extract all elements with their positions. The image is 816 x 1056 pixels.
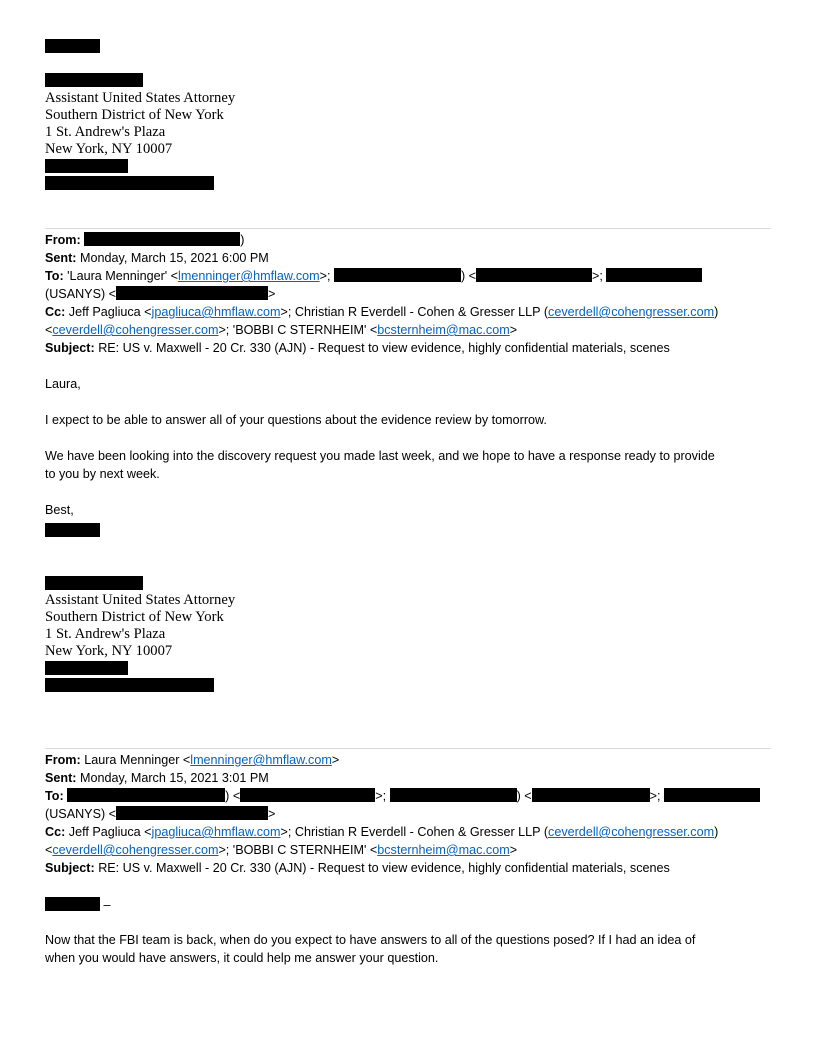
redacted-recipient bbox=[67, 788, 225, 802]
sig-title: Assistant United States Attorney bbox=[45, 592, 236, 608]
greeting: Laura, bbox=[45, 377, 81, 391]
cc-line-2: <ceverdell@cohengresser.com>; 'BOBBI C STERNHEIM' <bcsternheim@mac.com> bbox=[45, 843, 518, 857]
redacted-recipient-email bbox=[532, 788, 650, 802]
subject-line: Subject: RE: US v. Maxwell - 20 Cr. 330 (AJN) - Request to view evidence, highly confidential materials, scenes bbox=[45, 861, 670, 875]
email-link[interactable]: ceverdell@cohengresser.com bbox=[548, 305, 715, 319]
divider bbox=[45, 748, 771, 749]
redacted-recipient bbox=[390, 788, 517, 802]
email-link[interactable]: bcsternheim@mac.com bbox=[377, 843, 510, 857]
sig-city: New York, NY 10007 bbox=[45, 643, 173, 659]
divider bbox=[45, 228, 771, 229]
email-link[interactable]: jpagliuca@hmflaw.com bbox=[151, 825, 281, 839]
redacted-recipient-email bbox=[240, 788, 375, 802]
redacted-addressee bbox=[45, 897, 100, 911]
sig-title: Assistant United States Attorney bbox=[45, 90, 236, 106]
redacted-phone bbox=[45, 660, 128, 678]
redacted-recipient bbox=[664, 788, 760, 802]
body-paragraph: I expect to be able to answer all of your questions about the evidence review by tomorrow. bbox=[45, 413, 547, 427]
email-header-1 bbox=[45, 231, 771, 357]
email-link[interactable]: jpagliuca@hmflaw.com bbox=[151, 305, 281, 319]
subject-line: Subject: RE: US v. Maxwell - 20 Cr. 330 (AJN) - Request to view evidence, highly confidential materials, scenes bbox=[45, 341, 670, 355]
greeting: – bbox=[45, 896, 111, 914]
email-link[interactable]: ceverdell@cohengresser.com bbox=[52, 323, 219, 337]
redacted-recipient-email bbox=[116, 286, 268, 300]
redacted-recipient-email bbox=[476, 268, 592, 282]
to-line-2: (USANYS) < > bbox=[45, 807, 276, 821]
signature-1 bbox=[45, 90, 235, 158]
redacted-name bbox=[45, 575, 143, 593]
sig-office: Southern District of New York bbox=[45, 107, 224, 123]
redacted-name-short bbox=[45, 522, 100, 540]
sig-office: Southern District of New York bbox=[45, 609, 224, 625]
redacted-name bbox=[45, 72, 143, 90]
to-line: To: ) < >; ) < >; bbox=[45, 787, 771, 805]
to-line: To: 'Laura Menninger' <lmenninger@hmflaw.com>; ) < >; bbox=[45, 267, 771, 285]
sent-line: Sent: Monday, March 15, 2021 6:00 PM bbox=[45, 251, 269, 265]
cc-line: Cc: Jeff Pagliuca <jpagliuca@hmflaw.com>; Christian R Everdell - Cohen & Gresser LLP (ceverdell@cohengresser.com) bbox=[45, 825, 719, 839]
redacted-recipient-email bbox=[116, 806, 268, 820]
to-line-2: (USANYS) < > bbox=[45, 287, 276, 301]
cc-line: Cc: Jeff Pagliuca <jpagliuca@hmflaw.com>; Christian R Everdell - Cohen & Gresser LLP (ceverdell@cohengresser.com) bbox=[45, 305, 719, 319]
email-link[interactable]: ceverdell@cohengresser.com bbox=[52, 843, 219, 857]
signature-2 bbox=[45, 592, 235, 660]
email-link[interactable]: lmenninger@hmflaw.com bbox=[190, 753, 332, 767]
email-link[interactable]: lmenninger@hmflaw.com bbox=[178, 269, 320, 283]
sent-line: Sent: Monday, March 15, 2021 3:01 PM bbox=[45, 771, 269, 785]
from-line: From: Laura Menninger <lmenninger@hmflaw.com> bbox=[45, 753, 340, 767]
sig-street: 1 St. Andrew's Plaza bbox=[45, 124, 166, 140]
body-paragraph: We have been looking into the discovery request you made last week, and we hope to have a response ready to provide to you by next week. bbox=[45, 449, 715, 481]
body-paragraph: Now that the FBI team is back, when do you expect to have answers to all of the questions posed? If I had an idea of when you would have answers, it could help me answer your question. bbox=[45, 933, 696, 965]
sig-street: 1 St. Andrew's Plaza bbox=[45, 626, 166, 642]
redacted-sender bbox=[84, 232, 240, 246]
redacted-phone bbox=[45, 158, 128, 176]
redacted-email bbox=[45, 677, 214, 695]
closing: Best, bbox=[45, 503, 74, 517]
email-link[interactable]: ceverdell@cohengresser.com bbox=[548, 825, 715, 839]
redacted-name-short bbox=[45, 38, 100, 56]
email-link[interactable]: bcsternheim@mac.com bbox=[377, 323, 510, 337]
redacted-email bbox=[45, 175, 214, 193]
email-header-2 bbox=[45, 751, 771, 877]
from-line: From: ) bbox=[45, 233, 245, 247]
sig-city: New York, NY 10007 bbox=[45, 141, 173, 157]
cc-line-2: <ceverdell@cohengresser.com>; 'BOBBI C STERNHEIM' <bcsternheim@mac.com> bbox=[45, 323, 518, 337]
redacted-recipient bbox=[334, 268, 461, 282]
redacted-recipient bbox=[606, 268, 702, 282]
